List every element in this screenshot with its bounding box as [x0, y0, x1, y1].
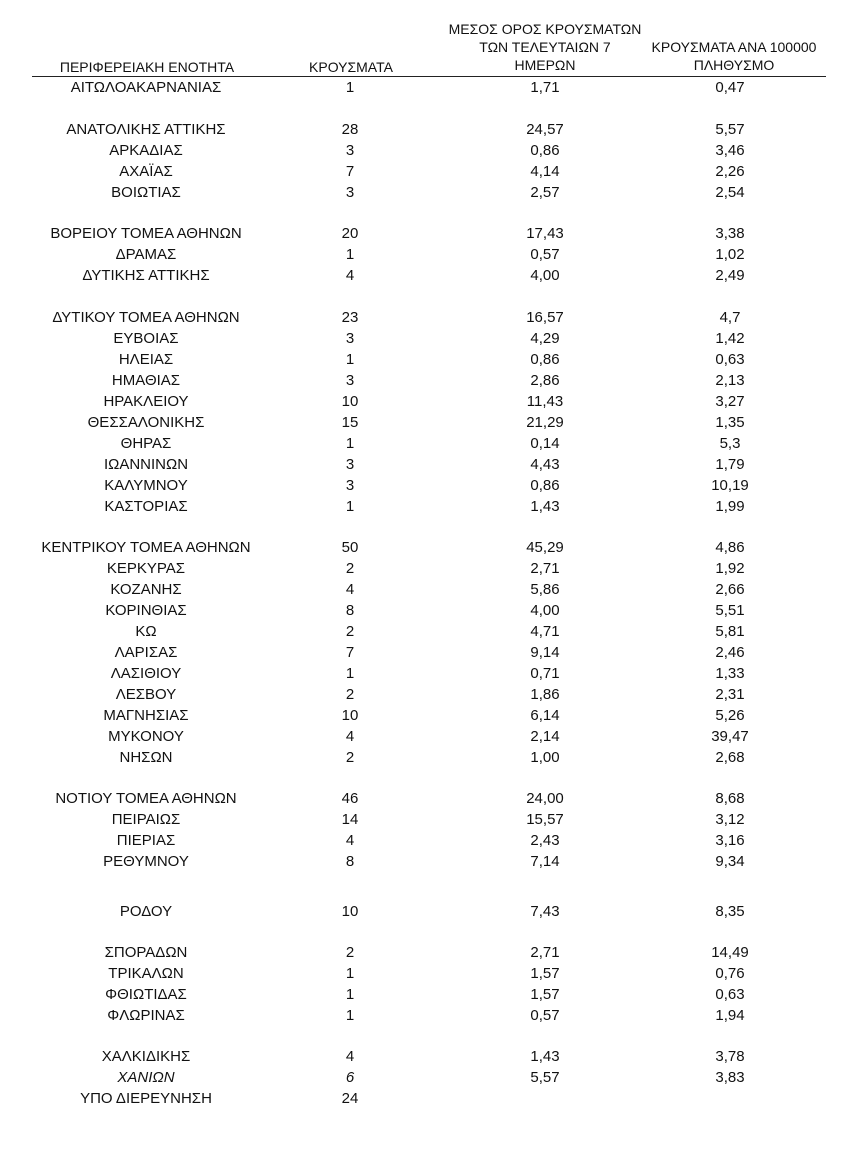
cell-region: ΙΩΑΝΝΙΝΩΝ [103, 456, 189, 473]
table-row [0, 663, 858, 684]
cell-region: ΑΧΑΪΑΣ [119, 163, 173, 180]
table-row [0, 328, 858, 349]
cell-region: ΠΕΙΡΑΙΩΣ [111, 811, 181, 828]
cell-avg7: 1,71 [530, 79, 560, 96]
table-row [0, 984, 858, 1005]
cell-avg7: 24,00 [526, 790, 564, 807]
cell-per100k: 1,79 [715, 456, 745, 473]
cell-avg7: 2,71 [530, 944, 560, 961]
cell-cases: 2 [345, 560, 355, 577]
cell-cases: 20 [341, 225, 359, 242]
cell-avg7: 0,86 [530, 351, 560, 368]
table-row [0, 391, 858, 412]
cell-per100k: 3,38 [715, 225, 745, 242]
cell-avg7: 1,43 [530, 498, 560, 515]
cell-cases: 10 [341, 707, 359, 724]
cell-region: ΡΕΘΥΜΝΟΥ [103, 853, 189, 870]
header-avg7-line1: ΜΕΣΟΣ ΟΡΟΣ ΚΡΟΥΣΜΑΤΩΝ [448, 21, 642, 37]
cell-avg7: 0,57 [530, 1007, 560, 1024]
cell-avg7: 9,14 [530, 644, 560, 661]
cell-cases: 1 [345, 665, 355, 682]
cell-region: ΒΟΡΕΙΟΥ ΤΟΜΕΑ ΑΘΗΝΩΝ [50, 225, 242, 242]
cell-region: ΘΕΣΣΑΛΟΝΙΚΗΣ [87, 414, 205, 431]
table-row [0, 684, 858, 705]
table-row [0, 621, 858, 642]
cell-per100k: 5,57 [715, 121, 745, 138]
cell-per100k: 3,16 [715, 832, 745, 849]
cell-avg7: 0,57 [530, 246, 560, 263]
cell-avg7: 1,00 [530, 749, 560, 766]
cell-per100k: 1,02 [715, 246, 745, 263]
table-row [0, 496, 858, 517]
cell-cases: 1 [345, 435, 355, 452]
cell-region: ΜΑΓΝΗΣΙΑΣ [103, 707, 189, 724]
cell-region: ΛΕΣΒΟΥ [115, 686, 177, 703]
cell-avg7: 2,71 [530, 560, 560, 577]
cell-avg7: 1,57 [530, 986, 560, 1003]
cell-cases: 50 [341, 539, 359, 556]
cell-per100k: 4,86 [715, 539, 745, 556]
cell-avg7: 1,57 [530, 965, 560, 982]
cell-avg7: 1,43 [530, 1048, 560, 1065]
cell-cases: 3 [345, 142, 355, 159]
cell-region: ΚΕΡΚΥΡΑΣ [106, 560, 186, 577]
cell-per100k: 2,46 [715, 644, 745, 661]
table-row [0, 830, 858, 851]
cell-per100k: 3,46 [715, 142, 745, 159]
cell-per100k: 5,51 [715, 602, 745, 619]
cell-region: ΗΡΑΚΛΕΙΟΥ [103, 393, 189, 410]
cell-per100k: 0,63 [715, 351, 745, 368]
cell-region: ΧΑΛΚΙΔΙΚΗΣ [101, 1048, 191, 1065]
cell-region: ΛΑΣΙΘΙΟΥ [110, 665, 182, 682]
table-row [0, 161, 858, 182]
cell-avg7: 4,71 [530, 623, 560, 640]
cell-per100k: 0,63 [715, 986, 745, 1003]
cell-region: ΝΟΤΙΟΥ ΤΟΜΕΑ ΑΘΗΝΩΝ [55, 790, 237, 807]
table-row [0, 475, 858, 496]
table-row [0, 77, 858, 98]
cell-region: ΑΙΤΩΛΟΑΚΑΡΝΑΝΙΑΣ [70, 79, 222, 96]
cell-cases: 4 [345, 832, 355, 849]
table-row [0, 412, 858, 433]
cell-region: ΧΑΝΙΩΝ [117, 1069, 175, 1086]
table-row [0, 119, 858, 140]
cell-per100k: 39,47 [711, 728, 749, 745]
cell-cases: 1 [345, 986, 355, 1003]
cell-avg7: 2,86 [530, 372, 560, 389]
cell-avg7: 4,43 [530, 456, 560, 473]
cell-per100k: 2,66 [715, 581, 745, 598]
table-row [0, 579, 858, 600]
cell-cases: 1 [345, 246, 355, 263]
header-per100k-line1: ΚΡΟΥΣΜΑΤΑ ΑΝΑ 100000 [651, 39, 817, 55]
header-per100k-line2: ΠΛΗΘΥΣΜΟ [693, 57, 775, 73]
cell-region: ΔΥΤΙΚΟΥ ΤΟΜΕΑ ΑΘΗΝΩΝ [52, 309, 240, 326]
cell-avg7: 4,00 [530, 267, 560, 284]
cell-cases: 1 [345, 79, 355, 96]
cell-per100k: 0,47 [715, 79, 745, 96]
cell-cases: 28 [341, 121, 359, 138]
table-row [0, 370, 858, 391]
cell-cases: 23 [341, 309, 359, 326]
table-row [0, 537, 858, 558]
table-row [0, 851, 858, 872]
cell-cases: 2 [345, 686, 355, 703]
table-row [0, 1088, 858, 1109]
cell-avg7: 16,57 [526, 309, 564, 326]
cell-per100k: 2,68 [715, 749, 745, 766]
cell-per100k: 1,33 [715, 665, 745, 682]
cell-cases: 4 [345, 581, 355, 598]
cell-cases: 3 [345, 184, 355, 201]
cell-avg7: 4,14 [530, 163, 560, 180]
table-row [0, 433, 858, 454]
cell-per100k: 5,81 [715, 623, 745, 640]
table-row [0, 1005, 858, 1026]
cell-region: ΚΕΝΤΡΙΚΟΥ ΤΟΜΕΑ ΑΘΗΝΩΝ [41, 539, 251, 556]
cell-cases: 3 [345, 372, 355, 389]
cell-avg7: 0,86 [530, 142, 560, 159]
cell-avg7: 17,43 [526, 225, 564, 242]
cell-cases: 2 [345, 749, 355, 766]
table-row [0, 642, 858, 663]
cell-cases: 10 [341, 393, 359, 410]
cell-cases: 1 [345, 1007, 355, 1024]
table-row [0, 244, 858, 265]
cell-per100k: 3,78 [715, 1048, 745, 1065]
table-row [0, 182, 858, 203]
cell-region: ΛΑΡΙΣΑΣ [114, 644, 178, 661]
cell-region: ΥΠΟ ΔΙΕΡΕΥΝΗΣΗ [80, 1090, 212, 1107]
cell-cases: 1 [345, 498, 355, 515]
table-row [0, 454, 858, 475]
cell-cases: 8 [345, 602, 355, 619]
cell-per100k: 1,92 [715, 560, 745, 577]
table-row [0, 349, 858, 370]
table-row [0, 901, 858, 922]
cell-cases: 4 [345, 728, 355, 745]
cell-region: ΚΩ [135, 623, 157, 640]
header-per100k [638, 38, 830, 74]
cell-avg7: 5,86 [530, 581, 560, 598]
table-row [0, 809, 858, 830]
cell-per100k: 1,99 [715, 498, 745, 515]
cell-cases: 1 [345, 965, 355, 982]
cell-per100k: 2,49 [715, 267, 745, 284]
cell-cases: 46 [341, 790, 359, 807]
cell-cases: 15 [341, 414, 359, 431]
cell-avg7: 0,86 [530, 477, 560, 494]
header-avg7 [440, 20, 650, 74]
cell-per100k: 10,19 [711, 477, 749, 494]
cell-per100k: 3,27 [715, 393, 745, 410]
table-row [0, 747, 858, 768]
cell-region: ΦΘΙΩΤΙΔΑΣ [105, 986, 187, 1003]
cell-region: ΦΛΩΡΙΝΑΣ [107, 1007, 185, 1024]
cell-region: ΔΡΑΜΑΣ [115, 246, 177, 263]
cell-avg7: 0,14 [530, 435, 560, 452]
header-cases-label: ΚΡΟΥΣΜΑΤΑ [309, 59, 393, 75]
cell-cases: 14 [341, 811, 359, 828]
table-row [0, 1067, 858, 1088]
cell-region: ΚΑΣΤΟΡΙΑΣ [104, 498, 188, 515]
cell-per100k: 9,34 [715, 853, 745, 870]
cell-per100k: 5,26 [715, 707, 745, 724]
cell-avg7: 0,71 [530, 665, 560, 682]
cell-cases: 10 [341, 903, 359, 920]
table-row [0, 140, 858, 161]
table-row [0, 788, 858, 809]
cell-per100k: 8,35 [715, 903, 745, 920]
cell-cases: 3 [345, 330, 355, 347]
cell-per100k: 1,35 [715, 414, 745, 431]
cell-per100k: 14,49 [711, 944, 749, 961]
cell-region: ΗΛΕΙΑΣ [118, 351, 174, 368]
cell-avg7: 2,43 [530, 832, 560, 849]
cell-region: ΣΠΟΡΑΔΩΝ [104, 944, 188, 961]
cell-cases: 3 [345, 477, 355, 494]
cell-cases: 2 [345, 623, 355, 640]
cell-avg7: 15,57 [526, 811, 564, 828]
table-row [0, 963, 858, 984]
cell-cases: 3 [345, 456, 355, 473]
cell-avg7: 6,14 [530, 707, 560, 724]
table-row [0, 265, 858, 286]
cell-avg7: 24,57 [526, 121, 564, 138]
cell-region: ΑΡΚΑΔΙΑΣ [109, 142, 183, 159]
cell-region: ΜΥΚΟΝΟΥ [108, 728, 184, 745]
header-cases [296, 58, 406, 76]
table-row [0, 942, 858, 963]
header-avg7-line3: ΗΜΕΡΩΝ [514, 57, 576, 73]
cell-per100k: 1,42 [715, 330, 745, 347]
cell-avg7: 4,29 [530, 330, 560, 347]
cell-cases: 24 [341, 1090, 359, 1107]
cell-region: ΒΟΙΩΤΙΑΣ [111, 184, 181, 201]
cell-cases: 7 [345, 644, 355, 661]
cell-region: ΤΡΙΚΑΛΩΝ [108, 965, 184, 982]
cell-per100k: 0,76 [715, 965, 745, 982]
cell-cases: 1 [345, 351, 355, 368]
cell-region: ΘΗΡΑΣ [120, 435, 172, 452]
table-row [0, 307, 858, 328]
table-row [0, 1046, 858, 1067]
cell-region: ΑΝΑΤΟΛΙΚΗΣ ΑΤΤΙΚΗΣ [66, 121, 226, 138]
table-row [0, 705, 858, 726]
cell-region: ΚΑΛΥΜΝΟΥ [104, 477, 188, 494]
cell-region: ΝΗΣΩΝ [119, 749, 173, 766]
cell-avg7: 4,00 [530, 602, 560, 619]
cell-per100k: 5,3 [719, 435, 741, 452]
cell-per100k: 4,7 [719, 309, 741, 326]
table-row [0, 726, 858, 747]
cell-avg7: 7,14 [530, 853, 560, 870]
cell-region: ΚΟΖΑΝΗΣ [110, 581, 182, 598]
cell-avg7: 1,86 [530, 686, 560, 703]
cell-region: ΚΟΡΙΝΘΙΑΣ [105, 602, 187, 619]
cell-avg7: 2,57 [530, 184, 560, 201]
header-region [32, 58, 262, 76]
cell-avg7: 45,29 [526, 539, 564, 556]
table-row [0, 600, 858, 621]
cell-region: ΠΙΕΡΙΑΣ [116, 832, 176, 849]
cell-per100k: 2,26 [715, 163, 745, 180]
cell-region: ΕΥΒΟΙΑΣ [113, 330, 179, 347]
cell-per100k: 3,12 [715, 811, 745, 828]
cell-per100k: 2,31 [715, 686, 745, 703]
table-row [0, 558, 858, 579]
cell-avg7: 21,29 [526, 414, 564, 431]
cell-avg7: 7,43 [530, 903, 560, 920]
cell-cases: 4 [345, 1048, 355, 1065]
table-row [0, 223, 858, 244]
cell-cases: 6 [345, 1069, 355, 1086]
header-region-label: ΠΕΡΙΦΕΡΕΙΑΚΗ ΕΝΟΤΗΤΑ [59, 59, 235, 75]
cell-cases: 8 [345, 853, 355, 870]
cell-cases: 4 [345, 267, 355, 284]
cell-cases: 7 [345, 163, 355, 180]
cell-avg7: 2,14 [530, 728, 560, 745]
cell-region: ΗΜΑΘΙΑΣ [111, 372, 181, 389]
cell-per100k: 1,94 [715, 1007, 745, 1024]
cell-per100k: 2,13 [715, 372, 745, 389]
cell-cases: 2 [345, 944, 355, 961]
cell-avg7: 11,43 [526, 393, 564, 410]
cell-per100k: 3,83 [715, 1069, 745, 1086]
cell-per100k: 2,54 [715, 184, 745, 201]
header-avg7-line2: ΤΩΝ ΤΕΛΕΥΤΑΙΩΝ 7 [479, 39, 611, 55]
cell-avg7: 5,57 [530, 1069, 560, 1086]
cell-region: ΡΟΔΟΥ [119, 903, 173, 920]
cell-region: ΔΥΤΙΚΗΣ ΑΤΤΙΚΗΣ [82, 267, 210, 284]
cell-per100k: 8,68 [715, 790, 745, 807]
